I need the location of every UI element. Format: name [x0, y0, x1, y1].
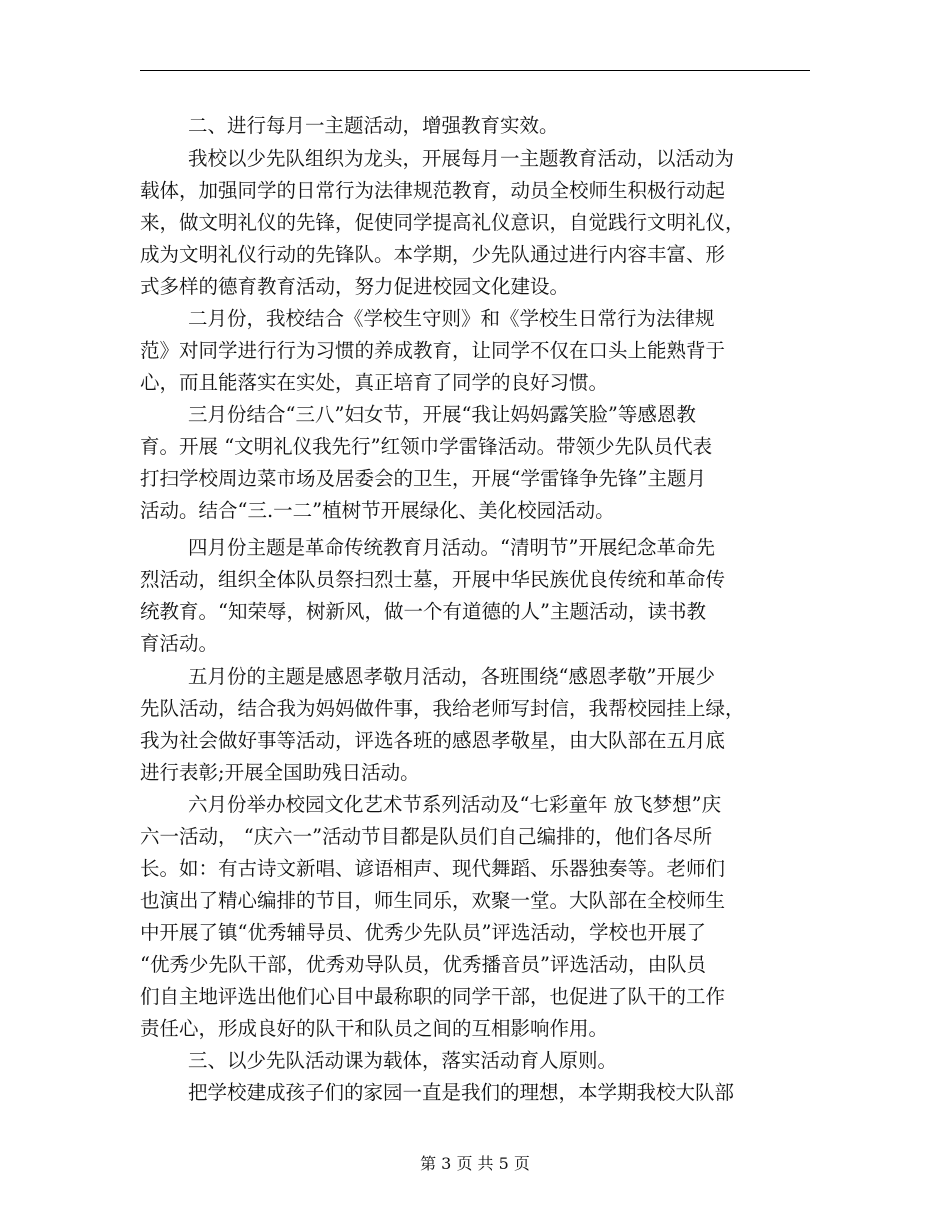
paragraph-line: 打扫学校周边菜市场及居委会的卫生，开展“学雷锋争先锋”主题月: [140, 467, 706, 490]
paragraph-line: 三月份结合“三八”妇女节，开展“我让妈妈露笑脸”等感恩教: [188, 403, 696, 426]
paragraph-line: 范》对同学进行行为习惯的养成教育，让同学不仅在口头上能熟背于: [140, 339, 726, 362]
paragraph-line: 先队活动，结合我为妈妈做件事，我给老师写封信，我帮校园挂上绿，: [140, 697, 745, 720]
paragraph-line: 也演出了精心编排的节目，师生同乐，欢聚一堂。大队部在全校师生: [140, 889, 726, 912]
paragraph-line: 中开展了镇“优秀辅导员、优秀少先队员”评选活动，学校也开展了: [140, 921, 706, 944]
page-number-footer: 第 3 页 共 5 页: [420, 1154, 530, 1173]
paragraph-line: 长。如：有古诗文新唱、谚语相声、现代舞蹈、乐器独奏等。老师们: [140, 857, 726, 880]
paragraph-line: 五月份的主题是感恩孝敬月活动，各班围绕“感恩孝敬”开展少: [188, 665, 715, 688]
paragraph-line: 二月份，我校结合《学校生守则》和《学校生日常行为法律规: [188, 307, 715, 330]
paragraph-line: 六一活动， “庆六一”活动节目都是队员们自己编排的，他们各尽所: [140, 825, 713, 848]
heading-section-2: 二、进行每月一主题活动，增强教育实效。: [188, 114, 559, 137]
paragraph-line: 四月份主题是革命传统教育月活动。“清明节”开展纪念革命先: [188, 536, 715, 559]
paragraph-line: 成为文明礼仪行动的先锋队。本学期，少先队通过进行内容丰富、形: [140, 243, 726, 266]
paragraph-line: 式多样的德育教育活动，努力促进校园文化建设。: [140, 275, 570, 298]
paragraph-line: 育活动。: [140, 632, 219, 655]
paragraph-line: 心，而且能落实在实处，真正培育了同学的良好习惯。: [140, 371, 609, 394]
heading-section-3: 三、以少先队活动课为载体，落实活动育人原则。: [188, 1049, 618, 1072]
paragraph-line: 载体，加强同学的日常行为法律规范教育，动员全校师生积极行动起: [140, 179, 726, 202]
paragraph-line: 育。开展 “文明礼仪我先行”红领巾学雷锋活动。带领少先队员代表: [140, 435, 713, 458]
paragraph-line: 烈活动，组织全体队员祭扫烈士墓，开展中华民族优良传统和革命传: [140, 568, 726, 591]
paragraph-line: 进行表彰;开展全国助残日活动。: [140, 761, 420, 784]
paragraph-line: “优秀少先队干部，优秀劝导队员，优秀播音员”评选活动，由队员: [140, 953, 706, 976]
paragraph-line: 活动。结合“三.一二”植树节开展绿化、美化校园活动。: [140, 499, 615, 522]
paragraph-line: 我为社会做好事等活动，评选各班的感恩孝敬星，由大队部在五月底: [140, 729, 726, 752]
paragraph-line: 六月份举办校园文化艺术节系列活动及“七彩童年 放飞梦想”庆: [188, 793, 722, 816]
paragraph-line: 把学校建成孩子们的家园一直是我们的理想，本学期我校大队部: [188, 1081, 735, 1104]
paragraph-line: 我校以少先队组织为龙头，开展每月一主题教育活动，以活动为: [188, 147, 735, 170]
header-rule: [140, 70, 810, 71]
paragraph-line: 来，做文明礼仪的先锋，促使同学提高礼仪意识，自觉践行文明礼仪，: [140, 211, 745, 234]
paragraph-line: 统教育。“知荣辱，树新风，做一个有道德的人”主题活动，读书教: [140, 600, 706, 623]
paragraph-line: 责任心，形成良好的队干和队员之间的互相影响作用。: [140, 1017, 609, 1040]
paragraph-line: 们自主地评选出他们心目中最称职的同学干部，也促进了队干的工作: [140, 985, 726, 1008]
